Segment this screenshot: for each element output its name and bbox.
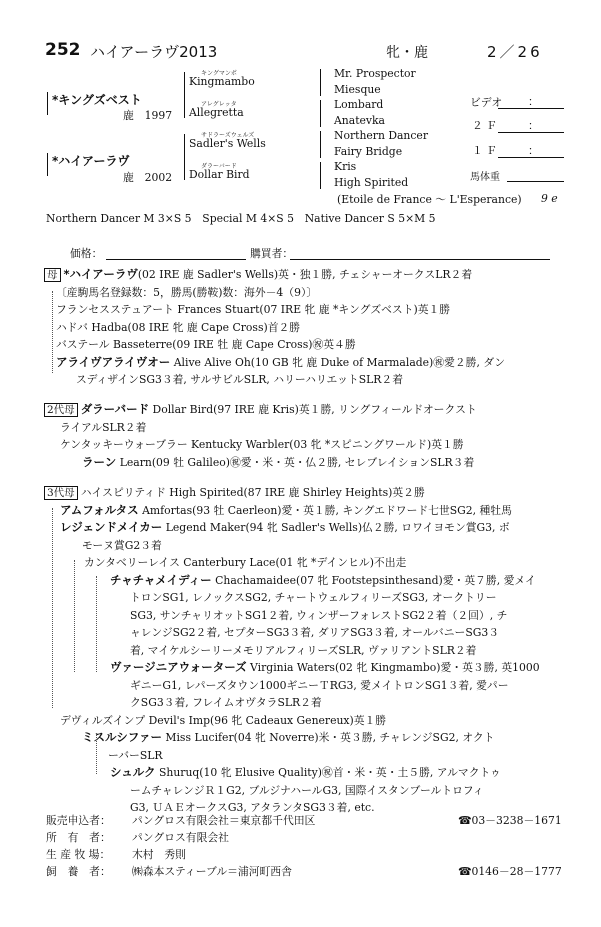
bracket-line bbox=[184, 72, 185, 118]
footer-phone: ☎03－3238－1671 bbox=[458, 814, 562, 827]
section-line bbox=[44, 319, 505, 337]
g3-7: Kris bbox=[334, 160, 357, 173]
section-line bbox=[44, 677, 540, 695]
footer-label: 販売申込者： bbox=[46, 814, 111, 827]
section-line bbox=[44, 436, 477, 454]
line-text: ギニーG1, レパーズタウン1000ギニーＴRG3, 愛メイトロンSG1３着, 愛パー bbox=[130, 678, 509, 692]
family-tree-line bbox=[52, 508, 53, 708]
section-line bbox=[44, 554, 540, 572]
g3-8: High Spirited bbox=[334, 176, 409, 189]
section-line bbox=[44, 484, 540, 502]
family-tree-line bbox=[96, 576, 97, 672]
family-tree-line bbox=[96, 734, 97, 774]
footer-row bbox=[46, 812, 561, 829]
line-text: クSG3３着, フレイムオヴタラSLR２着 bbox=[130, 696, 322, 709]
footer-value: ㈱森本スティーブル＝浦河町西舎 bbox=[132, 865, 292, 878]
ds-name: Sadler's Wells bbox=[189, 137, 266, 150]
line-text: G3, ＵＡＥオークスG3, アタランタSG3３着, etc. bbox=[130, 801, 375, 814]
footer-value: パングロス有限会社 bbox=[132, 831, 229, 844]
line-text: (02 IRE 鹿 Sadler's Wells)英・独１勝, チェシャーオークスLR２着 bbox=[137, 268, 473, 281]
g3-3: Lombard bbox=[334, 98, 384, 111]
section-line bbox=[44, 589, 540, 607]
horse-name: ハイアーラヴ2013 bbox=[90, 43, 218, 61]
section-line bbox=[44, 747, 540, 765]
line-text: ハイスピリティド High Spirited(87 IRE 鹿 Shirley Heights)英２勝 bbox=[80, 486, 425, 499]
line-text: Chachamaidee(07 牝 Footstepsinthesand)愛・英７勝, 愛メイ bbox=[211, 573, 536, 587]
weight-line bbox=[507, 181, 564, 182]
section-line bbox=[44, 519, 540, 537]
section-line bbox=[44, 712, 540, 730]
dam-name: *ハイアーラヴ bbox=[52, 154, 130, 168]
section-line bbox=[44, 336, 505, 354]
weight-label: 馬体重 bbox=[470, 172, 500, 183]
dam-section bbox=[44, 266, 505, 389]
footer-value: 木村 秀則 bbox=[132, 848, 186, 861]
section-line bbox=[44, 624, 540, 642]
family-tree-line bbox=[52, 291, 53, 373]
line-text: Legend Maker(94 牝 Sadler's Wells)仏２勝, ロワイヨモン賞G3, ボ bbox=[162, 521, 510, 534]
line-text: デヴィルズインプ Devil's Imp(96 牝 Cadeaux Genereux)英１勝 bbox=[60, 713, 387, 727]
line-text: Miss Lucifer(04 牝 Noverre)米・英３勝, チャレンジSG2, オクト bbox=[161, 731, 495, 744]
line-text: 〔産駒馬名登録数：5，勝馬(勝鞍)数：海外－4（9）〕 bbox=[56, 285, 318, 299]
horse-name-bold: レジェンドメイカー bbox=[60, 520, 163, 534]
f2-colon: ： bbox=[528, 119, 539, 132]
bracket-line bbox=[320, 100, 321, 127]
section-tag: 母 bbox=[44, 268, 61, 282]
g3-note: (Etoile de France ～ L'Esperance) bbox=[337, 193, 522, 206]
footer-label: 所 有 者： bbox=[46, 831, 111, 844]
footer-label: 飼 養 者： bbox=[46, 865, 111, 878]
sd-name: Allegretta bbox=[189, 106, 244, 119]
section-line bbox=[44, 301, 505, 319]
dam-color-year: 鹿 2002 bbox=[123, 171, 173, 184]
sex-color: 牝・鹿 bbox=[386, 45, 428, 61]
section-line bbox=[44, 729, 540, 747]
sd-ruby: アレグレッタ bbox=[201, 101, 237, 108]
line-text: トロンSG1, レノックスSG2, チャートウェルフィリーズSG3, オークトリー bbox=[130, 591, 497, 604]
footer-label: 生 産 牧 場： bbox=[46, 848, 111, 861]
section-line bbox=[44, 502, 540, 520]
bracket-line bbox=[184, 134, 185, 180]
g3-1: Mr. Prospector bbox=[334, 67, 416, 80]
ss-ruby: キングマンボ bbox=[201, 70, 237, 77]
sire-name: *キングズベスト bbox=[52, 93, 142, 107]
lot-number: 252 bbox=[45, 40, 81, 60]
video-colon: ： bbox=[528, 95, 539, 108]
section-line bbox=[44, 401, 477, 419]
section-line bbox=[44, 694, 540, 712]
horse-name-bold: ヴァージニアウォーターズ bbox=[110, 660, 247, 674]
f1-label: １ Ｆ bbox=[472, 144, 498, 157]
footer bbox=[46, 812, 561, 880]
dd-ruby: ダラーバード bbox=[201, 163, 237, 170]
line-text: フランセスステュアート Frances Stuart(07 IRE 牝 鹿 *キングズベスト)英１勝 bbox=[56, 303, 451, 316]
line-text: ハドバ Hadba(08 IRE 牝 鹿 Cape Cross)首２勝 bbox=[56, 320, 301, 334]
section-line bbox=[44, 419, 477, 437]
buyer-line bbox=[290, 259, 550, 260]
line-text: ーバーSLR bbox=[108, 748, 163, 762]
bracket-line bbox=[320, 131, 321, 158]
section-line bbox=[44, 537, 540, 555]
line-text: ームチャレンジＲ１G2, ブルジナハールG3, 国際イスタンブールトロフィ bbox=[130, 783, 484, 797]
footer-row bbox=[46, 863, 561, 880]
line-text: ケンタッキーウォーブラー Kentucky Warbler(03 牝 *スピニングワールド)英１勝 bbox=[60, 438, 464, 451]
section-line bbox=[44, 659, 540, 677]
horse-name-bold: ラーン bbox=[82, 454, 117, 469]
family-tree-line bbox=[74, 560, 75, 672]
section-line bbox=[44, 764, 540, 782]
birth-date: 2／26 bbox=[487, 43, 543, 61]
inbreeding-line: Northern Dancer M 3×S 5 Special M 4×S 5 Native Dancer S 5×M 5 bbox=[46, 212, 436, 225]
section-line bbox=[44, 607, 540, 625]
horse-name-bold: ミスルシファー bbox=[82, 730, 162, 744]
footer-row bbox=[46, 829, 561, 846]
footer-phone: ☎0146－28－1777 bbox=[458, 865, 562, 878]
ds-ruby: サドラーズウェルズ bbox=[201, 132, 255, 139]
line-text: Learn(09 牡 Galileo)㊗愛・米・英・仏２勝, セレブレイションSLR３着 bbox=[116, 455, 475, 469]
horse-name-bold: アライヴアライヴオー bbox=[56, 354, 171, 369]
g3-5: Northern Dancer bbox=[334, 129, 428, 142]
line-text: バステール Basseterre(09 IRE 牡 鹿 Cape Cross)㊗英４勝 bbox=[56, 338, 356, 351]
section-line bbox=[44, 266, 505, 284]
ss-name: Kingmambo bbox=[189, 75, 255, 88]
line-text: スディザインSG3３着, サルサビルSLR, ハリーハリエットSLR２着 bbox=[76, 373, 403, 386]
section-line bbox=[44, 642, 540, 660]
footer-value: パングロス有限会社＝東京都千代田区 bbox=[132, 814, 316, 827]
line-text: 着, マイケルシーリーメモリアルフィリーズSLR, ヴァリアントSLR２着 bbox=[130, 643, 477, 657]
horse-name-bold: チャチャメイディー bbox=[110, 572, 212, 587]
f2-label: ２ Ｆ bbox=[472, 119, 498, 132]
horse-name-bold: *ハイアーラヴ bbox=[63, 267, 138, 281]
bracket-line bbox=[47, 153, 48, 176]
section-line bbox=[44, 354, 505, 372]
dd-name: Dollar Bird bbox=[189, 168, 250, 181]
section-line bbox=[44, 454, 477, 472]
price-line bbox=[106, 259, 246, 260]
section-line bbox=[44, 371, 505, 389]
section-line bbox=[44, 572, 540, 590]
g3-2: Miesque bbox=[334, 83, 381, 96]
gen2-section bbox=[44, 401, 477, 471]
sire-color-year: 鹿 1997 bbox=[123, 109, 173, 122]
line-text: SG3, サンチャリオットSG1２着, ウィンザーフォレストSG2２着（２回）, チ bbox=[130, 608, 508, 622]
horse-name-bold: シュルク bbox=[110, 765, 156, 779]
gen3-section bbox=[44, 484, 540, 817]
section-line bbox=[44, 284, 505, 302]
horse-name-bold: ダラーバード bbox=[80, 402, 150, 416]
footer-row bbox=[46, 846, 561, 863]
line-text: カンタベリーレイス Canterbury Lace(01 牝 *デインヒル)不出走 bbox=[84, 556, 407, 569]
line-text: Amfortas(93 牡 Caerleon)愛・英１勝, キングエドワード七世SG2, 種牡馬 bbox=[138, 503, 512, 517]
line-text: ライアルSLR２着 bbox=[60, 420, 147, 434]
horse-name-bold: アムフォルタス bbox=[60, 502, 139, 517]
video-label: ビデオ bbox=[470, 96, 503, 109]
line-text: Shuruq(10 牝 Elusive Quality)㊗首・米・英・土５勝, アルマクトゥ bbox=[155, 766, 501, 779]
line-text: Virginia Waters(02 牝 Kingmambo)愛・英３勝, 英1000 bbox=[246, 661, 540, 674]
bracket-line bbox=[47, 92, 48, 115]
f1-colon: ： bbox=[528, 144, 539, 157]
line-text: モーヌ賞G2３着 bbox=[82, 538, 162, 552]
bracket-line bbox=[320, 69, 321, 96]
line-text: ャレンジSG2２着, セプターSG3３着, ダリアSG3３着, オールバニーSG3３ bbox=[130, 626, 500, 639]
line-text: Dollar Bird(97 IRE 鹿 Kris)英１勝, リングフィールドオークスト bbox=[149, 403, 477, 416]
buyer-label: 購買者： bbox=[250, 247, 294, 260]
section-line bbox=[44, 782, 540, 800]
price-label: 価格： bbox=[70, 247, 103, 260]
family-number: 9 e bbox=[541, 192, 558, 205]
g3-6: Fairy Bridge bbox=[334, 145, 403, 158]
g3-4: Anatevka bbox=[334, 114, 385, 127]
bracket-line bbox=[320, 162, 321, 189]
line-text: Alive Alive Oh(10 GB 牝 鹿 Duke of Marmalade)㊗愛２勝, ダン bbox=[170, 355, 506, 369]
section-tag: 3代母 bbox=[44, 486, 78, 500]
section-tag: 2代母 bbox=[44, 403, 78, 417]
